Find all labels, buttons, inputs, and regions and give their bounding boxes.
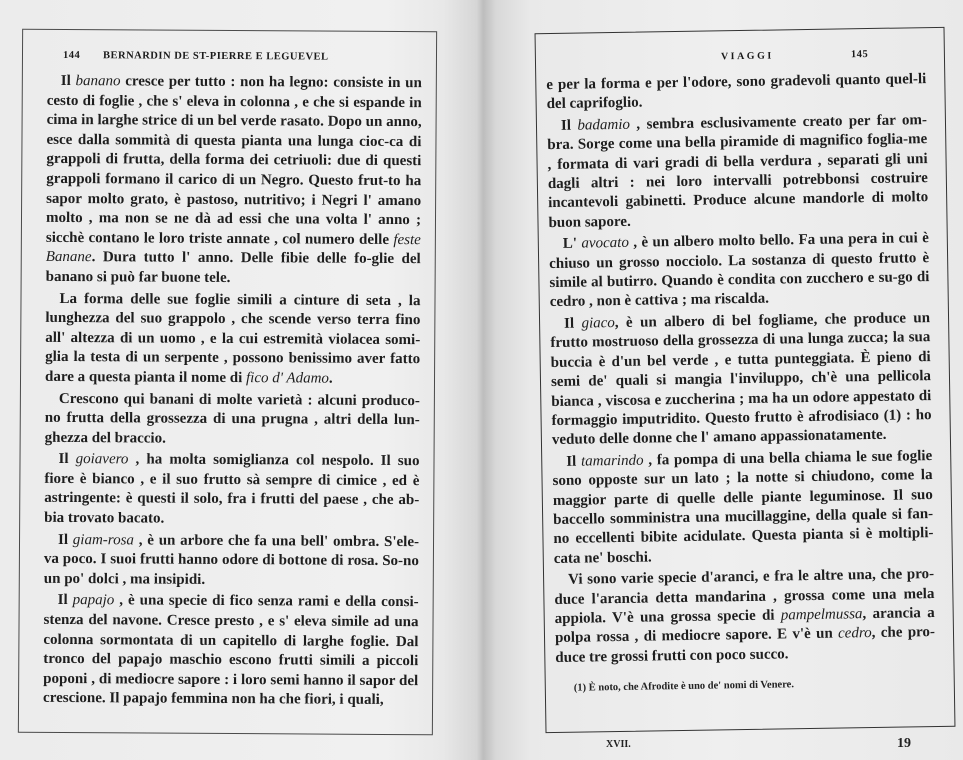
text-run: Il: [57, 592, 73, 609]
text-run: Il: [58, 451, 76, 468]
paragraph-giam-rosa: [44, 531, 419, 592]
italic-term: fico d' Adamo: [245, 370, 330, 387]
italic-term: avocato: [581, 235, 630, 252]
left-page: [18, 29, 437, 736]
text-run: cresce per tutto : non ha legno: consiste in un cesto di foglie , che s' eleva in colonna , e che si espande in cima in larghe strice di un bel verde rasato. Dopo un anno, esce dalla sommità di questa pianta una lunga cioc-ca di grappoli di frutta, della forma dei cetriuoli: due di questi grappoli formano il carico di un Negro. Questo frut-to ha sapor molto grato, è pastoso, nutritivo; i Negri l' amano molto , ma non se ne dà ad essi che una volta l' anno ; sicchè contano le loro triste annate , col numero delle: [45, 73, 422, 248]
text-run: Il: [560, 117, 578, 134]
paragraph-papajo: [43, 591, 419, 711]
text-run: La forma delle sue foglie simili a cinture di seta , la lunghezza del suo grappolo , che scende verso terra fino all' altezza di un uomo , e la cui estremità violacea somi-glia la testa di un serpente , possono benissimo aver fatto dare a questa pianta il nome di: [44, 290, 421, 387]
right-running-head: [546, 48, 926, 70]
left-page-number: 144: [62, 49, 81, 62]
italic-term: badamio: [577, 116, 631, 134]
right-running-title: VIAGGI: [720, 50, 774, 63]
text-run: Il: [60, 72, 76, 90]
paragraph-goiavero: [44, 450, 419, 531]
text-run: , che pro-duce tre grossi frutti con poco succo.: [555, 624, 936, 666]
right-page: [535, 27, 956, 733]
italic-term: tamarindo: [580, 452, 644, 470]
text-run: , ha molta somiglianza col nespolo. Il suo fiore è bianco , e il suo frutto sà sempre di cimice , ed è astringente: è questi il solo, fra i frutti del paese , che ab-bia trovato bacato.: [44, 451, 420, 527]
italic-term: giam-rosa: [72, 531, 135, 549]
sheet-number: 19: [897, 736, 911, 751]
paragraph-badamio: [547, 111, 929, 233]
paragraph-fico-adamo: [45, 289, 421, 389]
paragraph-tamarindo: [552, 447, 934, 569]
paragraph-giaco: [550, 309, 932, 451]
italic-term: pampelmussa: [780, 606, 863, 624]
italic-term: giaco: [581, 314, 615, 332]
italic-term: goiavero: [75, 451, 129, 468]
right-page-number: 145: [850, 49, 869, 61]
left-body-text: [43, 72, 422, 711]
signature-mark: XVII.: [606, 739, 631, 750]
paragraph-aranci: [554, 565, 935, 668]
text-run: .: [328, 370, 333, 387]
footnote: (1) È noto, che Afrodite è uno de' nomi di Venere.: [573, 679, 795, 694]
text-run: , arancia a polpa rossa , di mediocre sapore. E v'è un: [554, 605, 935, 647]
text-run: Il: [563, 315, 582, 332]
text-run: e per la forma e per l'odore, sono gradevoli quanto quel-li del caprifoglio.: [546, 71, 927, 113]
text-run: Crescono qui banani di molte varietà : alcuni produco-no frutta della grossezza di una prugna , altri della lun-ghezza del braccio.: [44, 390, 420, 447]
left-running-title: BERNARDIN DE ST-PIERRE E LEGUEVEL: [102, 50, 329, 63]
text-run: . Dura tutto l' anno. Delle fibie delle fo-glie del banano si può far buone tele.: [45, 249, 421, 286]
paragraph-avocato: [549, 229, 930, 313]
text-run: , è un albero di bel fogliame, che produce un frutto mostruoso della grossezza di una lunga zucca; la sua buccia è d'un bel verde , e tutta punteggiata. È pieno di semi de' quali si mangia l'inviluppo, ch'è una pellicola bianca , viscosa e zuccherina ; ma ha un odore appestato di formaggio imputridito. Questo frutto è afrodisiaco (1) : ho veduto delle donne che l' amano appassionatamente.: [550, 309, 932, 449]
text-run: L': [562, 235, 582, 253]
italic-term: feste Banane: [45, 231, 421, 266]
italic-term: papajo: [72, 592, 115, 609]
italic-term: banano: [75, 73, 121, 90]
paragraph-varieta: [45, 389, 420, 450]
text-run: , è un albero molto bello. Fa una pera in cui è chiuso un grosso nocciolo. La sostanza di questo frutto è simile al butirro. Quando è condita con zucchero e su-go di cedro , non è cattiva ; ma riscalda.: [549, 230, 930, 311]
text-run: , sembra esclusivamente creato per far om-bra. Sorge come una bella piramide di magnifico foglia-me , formata di vari gradi di bella verdura , separati gli uni dagli altri : nei loro intervalli potrebbonsi costruire incantevoli gabinetti. Produce alcune mandorle di molto buon sapore.: [547, 111, 929, 231]
paragraph-banano: [46, 72, 422, 290]
italic-term: cedro: [837, 625, 872, 642]
text-run: , è un arbore che fa una bell' ombra. S'ele-va poco. I suoi frutti hanno odore di bottone di rosa. So-no un po' dolci , ma insipidi.: [43, 532, 420, 588]
text-run: Vi sono varie specie d'aranci, e fra le altre una, che pro-duce l'arancia detta mandarina , grossa come una mela appiola. V'è una grossa specie di: [554, 566, 935, 627]
text-run: , è una specie di fico senza rami e della consi-stenza del navone. Cresce presto , e s' eleva simile ad una colonna sormontata di un capitello di larghe foglie. Dal tronco del papajo maschio escono frutti simili a piccoli poponi , di mediocre sapore : i loro semi hanno il sapor del crescione. Il papajo femmina non ha che fiori, i quali,: [43, 592, 419, 709]
text-run: Il: [566, 453, 582, 470]
left-running-head: [47, 50, 422, 68]
text-run: , fa pompa di una bella chiama le sue foglie sono opposte sur un lato ; la notte si chiudono, come la maggior parte di quelle delle piante leguminose. Il suo baccello somministra una mucillaggine, della quale si fan-no eccellenti bibite acidulate. Questa pianta si è moltipli-cata ne' boschi.: [552, 447, 934, 567]
right-body-text: [546, 70, 935, 668]
text-run: Il: [57, 531, 73, 548]
paragraph-caprifoglio: [546, 70, 927, 115]
